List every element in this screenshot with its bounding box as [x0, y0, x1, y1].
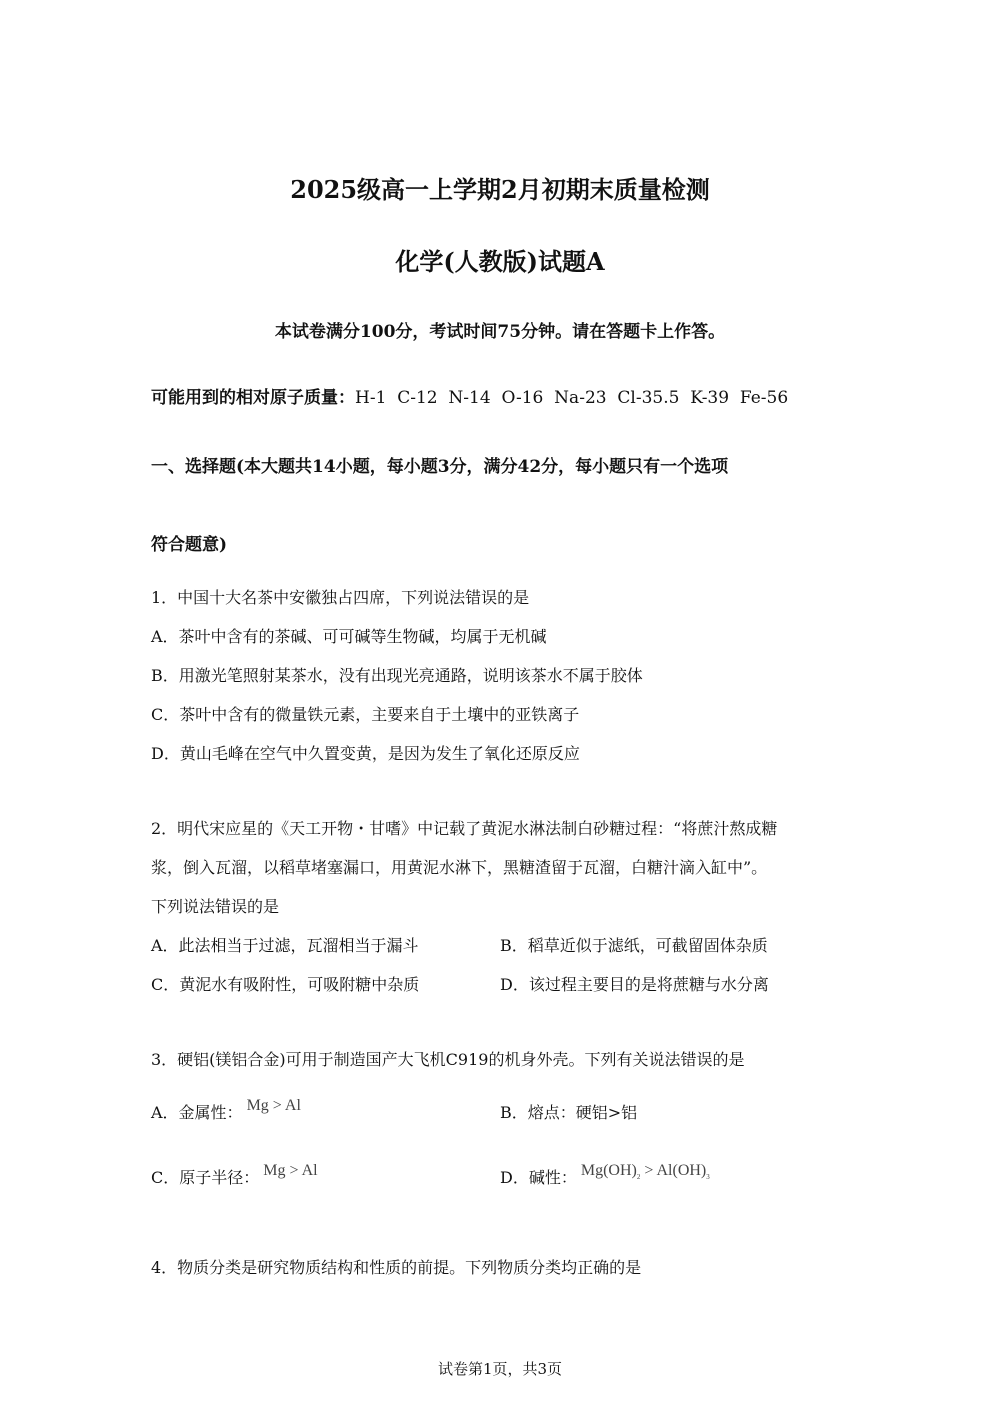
- question-2-option-d: D．该过程主要目的是将蔗糖与水分离: [500, 975, 769, 994]
- question-1-option-a: A．茶叶中含有的茶碱、可可碱等生物碱，均属于无机碱: [151, 627, 547, 646]
- atomic-mass-values: H-1 C-12 N-14 O-16 Na-23 Cl-35.5 K-39 Fe-56: [355, 388, 789, 408]
- section-heading-line2: 符合题意): [151, 535, 228, 555]
- question-3-option-a: [151, 1097, 301, 1123]
- question-2-option-c: C．黄泥水有吸附性，可吸附糖中杂质: [151, 975, 420, 994]
- question-3-option-c: [151, 1162, 318, 1188]
- question-2-option-b: B．稻草近似于滤纸，可截留固体杂质: [500, 936, 768, 955]
- formula-sub-2: 2: [636, 1173, 641, 1182]
- question-3-option-b: [500, 1100, 637, 1123]
- question-2-stem-line2: 浆，倒入瓦溜，以稻草堵塞漏口，用黄泥水淋下，黑糖渣留于瓦溜，白糖汁滴入缸中”。: [151, 858, 768, 877]
- question-2-stem-line3: 下列说法错误的是: [151, 897, 280, 916]
- exam-title: 2025级高一上学期2月初期末质量检测: [290, 175, 710, 204]
- question-3-option-d: [500, 1162, 710, 1189]
- formula-gt-al-oh: > Al(OH): [640, 1162, 707, 1179]
- page-footer: 试卷第1页，共3页: [437, 1360, 563, 1378]
- exam-subtitle: 化学(人教版)试题A: [395, 247, 605, 276]
- question-3-stem: 3．硬铝(镁铝合金)可用于制造国产大飞机C919的机身外壳。下列有关说法错误的是: [151, 1050, 745, 1069]
- question-3-option-d-formula: [580, 1162, 710, 1182]
- question-1-option-c: C．茶叶中含有的微量铁元素，主要来自于土壤中的亚铁离子: [151, 705, 580, 724]
- question-2-option-a: A．此法相当于过滤，瓦溜相当于漏斗: [151, 936, 419, 955]
- formula-mg-oh: Mg(OH): [580, 1162, 637, 1179]
- section-heading-line1: 一、选择题(本大题共14小题，每小题3分，满分42分，每小题只有一个选项: [151, 457, 729, 477]
- question-3-option-d-label: D．碱性：: [500, 1168, 577, 1187]
- question-4-stem: 4．物质分类是研究物质结构和性质的前提。下列物质分类均正确的是: [151, 1258, 642, 1277]
- question-1-option-d: D．黄山毛峰在空气中久置变黄，是因为发生了氧化还原反应: [151, 744, 580, 763]
- atomic-mass-label: 可能用到的相对原子质量：: [151, 388, 355, 408]
- question-3-option-c-formula: Mg > Al: [263, 1162, 318, 1179]
- question-3-option-b-label: B．熔点：硬铝>铝: [500, 1103, 638, 1122]
- question-1-option-b: B．用激光笔照射某茶水，没有出现光亮通路，说明该茶水不属于胶体: [151, 666, 643, 685]
- formula-sub-3: 3: [706, 1173, 710, 1182]
- atomic-mass-line: [151, 383, 788, 408]
- exam-instructions: 本试卷满分100分，考试时间75分钟。请在答题卡上作答。: [274, 322, 726, 342]
- question-3-option-a-formula: Mg > Al: [246, 1097, 301, 1114]
- question-3-option-c-label: C．原子半径：: [151, 1168, 260, 1187]
- question-3-option-a-label: A．金属性：: [151, 1103, 243, 1122]
- question-2-stem-line1: 2．明代宋应星的《天工开物・甘嗜》中记载了黄泥水淋法制白砂糖过程：“将蔗汁熬成糖: [151, 819, 778, 838]
- question-1-stem: 1．中国十大名茶中安徽独占四席，下列说法错误的是: [151, 588, 530, 607]
